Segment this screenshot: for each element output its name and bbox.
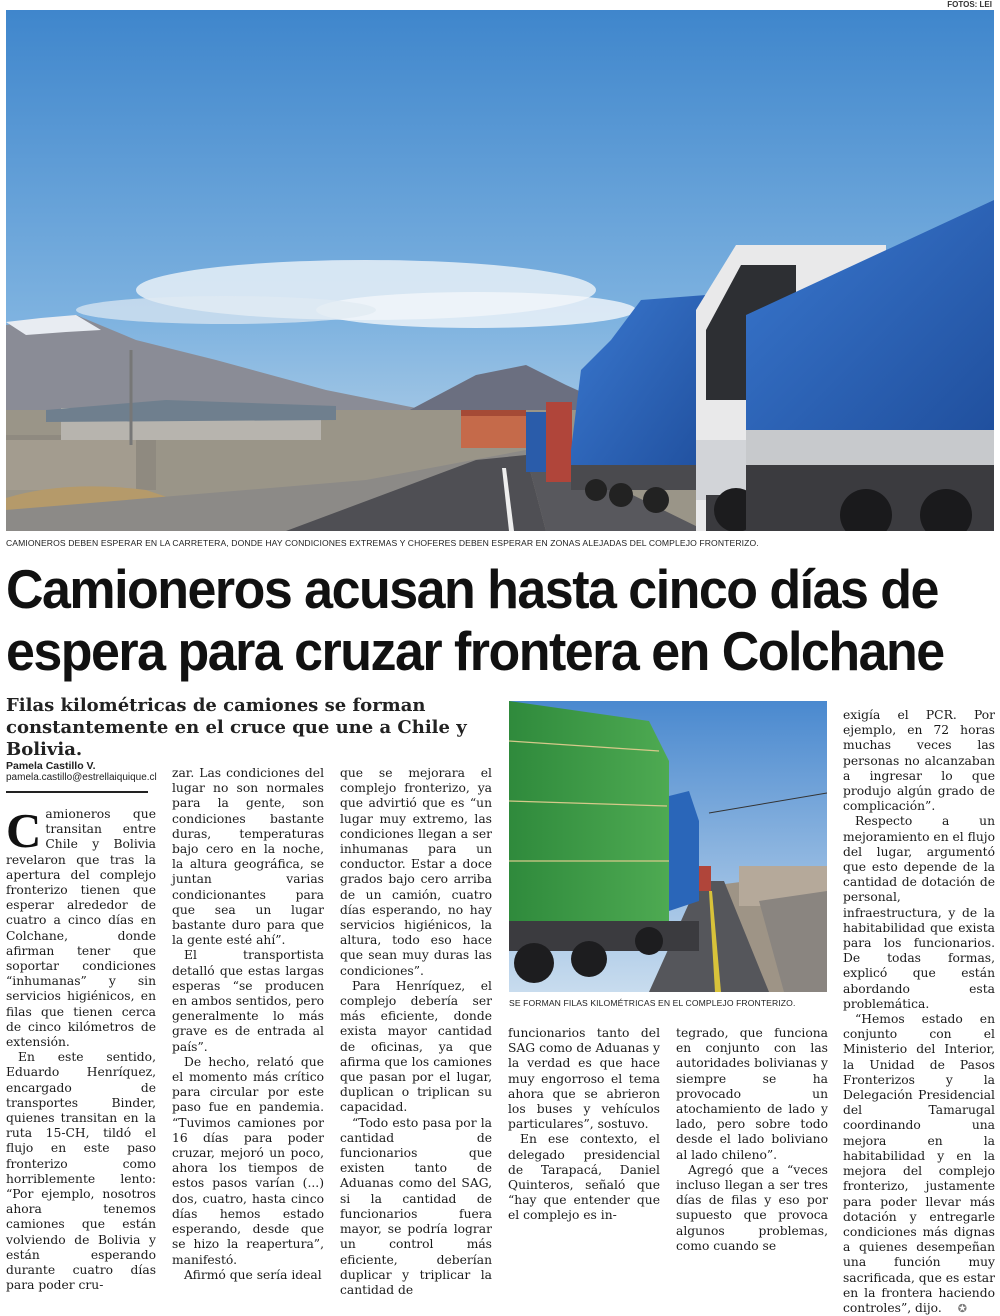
green-truck-line-photo (509, 701, 827, 992)
paragraph: Para Henríquez, el complejo debería ser más eficiente, donde exista mayor cantidad de oficinas, ya que afirma que los camiones que pasan por el lugar, duplican o triplican su capacidad. (340, 978, 492, 1115)
headline-line-1: Camioneros acusan hasta cinco días de (6, 558, 938, 620)
paragraph: En este sentido, Eduardo Henríquez, encargado de transportes Binder, quienes transitan en la ruta 15-CH, tildó el flujo en este paso fronterizo como horriblemente lento: “Por ejemplo, nosotros ahora tenemos camiones que están volviendo de Bolivia y están esperando durante cuatro días para poder cru- (6, 1050, 156, 1293)
main-photo-caption: CAMIONEROS DEBEN ESPERAR EN LA CARRETERA, DONDE HAY CONDICIONES EXTREMAS Y CHOFERES DEBEN ESPERAR EN ZONAS ALEJADAS DEL COMPLEJO FRONTERIZO. (6, 538, 759, 548)
headline-line-2: espera para cruzar frontera en Colchane (6, 620, 944, 682)
body-column-3 (340, 766, 492, 1298)
second-photo (509, 701, 827, 992)
paragraph: exigía el PCR. Por ejemplo, en 72 horas muchas veces las personas no alcanzaban a ingresar lo que produjo algún grado de complicación”. (843, 708, 995, 814)
paragraph: Afirmó que sería ideal (184, 1267, 322, 1282)
paragraph: Respecto a un mejoramiento en el flujo del lugar, argumentó que esto depende de la cantidad de dotación de personal, infraestructura, y de la habitabilidad que exista para los funcionarios. De todas formas, explicó que están abordando esta problemática. (843, 814, 995, 1011)
paragraph: De hecho, relató que el momento más crítico para circular por este paso fue en pandemia. “Tuvimos camiones por 16 días para poder cruzar, mejoró un poco, ahora los tiempos de estos pasos varían (...) dos, cuatro, hasta cinco días hemos estado esperando, desde que se hizo la reapertura”, manifestó. (172, 1054, 324, 1267)
drop-cap: C (6, 803, 42, 858)
byline-email: pamela.castillo@estrellaiquique.cl (6, 772, 157, 783)
main-photo (6, 10, 994, 531)
body-column-6 (843, 708, 995, 1316)
truck-convoy-photo (6, 10, 994, 531)
photo-credit: FOTOS: LEI (947, 0, 992, 9)
byline-rule (6, 791, 148, 793)
paragraph: funcionarios tanto del SAG como de Aduanas y la verdad es que hace muy engorroso el tema ahora que se abrieron los buses y vehículos particulares”, sostuvo. (508, 1026, 660, 1132)
paragraph: zar. Las condiciones del lugar no son normales para la gente, son condiciones bastante duras, temperaturas bajo cero en la noche, la altura geográfica, se juntan varias condicionantes para que sea un lugar bastante duro para que la gente esté ahí”. (172, 766, 324, 948)
second-photo-caption: SE FORMAN FILAS KILOMÉTRICAS EN EL COMPLEJO FRONTERIZO. (509, 998, 796, 1008)
body-column-2 (172, 766, 324, 1283)
body-column-5 (676, 1026, 828, 1254)
headline (6, 558, 942, 682)
paragraph: El transportista detalló que estas largas esperas “se producen en ambos sentidos, pero generalmente lo más grave es de entrada al país”. (172, 948, 324, 1054)
paragraph: Agregó que a “veces incluso llegan a ser tres días de filas y eso por supuesto que provoca algunos problemas, como cuando se (676, 1162, 828, 1253)
paragraph-text: amioneros que transitan entre Chile y Bolivia revelaron que tras la apertura del complejo fronterizo tienen que esperar alrededor de cuatro a cinco días en Colchane, donde afirman tener que soportar condiciones “inhumanas” y sin servicios higiénicos, en filas que tienen cerca de cinco kilómetros de extensión. (6, 807, 156, 1050)
paragraph: que se mejorara el complejo fronterizo, ya que advirtió que es “un lugar muy extremo, las condiciones llegan a ser inhumanas para un conductor. Estar a doce grados bajo cero arriba de un camión, cuatro días esperando, no hay servicios higiénicos, la altura, todo eso hace que sean muy duras las condiciones”. (340, 766, 492, 978)
paragraph: En ese contexto, el delegado presidencial de Tarapacá, Daniel Quinteros, señaló que “hay que entender que el complejo es in- (508, 1132, 660, 1223)
paragraph (6, 803, 156, 1050)
paragraph: “Todo esto pasa por la cantidad de funcionarios que existen tanto de Aduanas como del SAG, si la cantidad de funcionarios fuera mayor, se podría lograr un control más eficiente, deberían duplicar y triplicar la cantidad de (340, 1115, 492, 1297)
body-column-4 (508, 1026, 660, 1224)
end-mark-icon: ✪ (957, 1301, 967, 1315)
deck: Filas kilométricas de camiones se forman constantemente en el cruce que une a Chile y Bolivia. (6, 695, 467, 760)
body-column-1 (6, 803, 156, 1294)
byline-author: Pamela Castillo V. (6, 760, 96, 772)
paragraph: tegrado, que funciona en conjunto con las autoridades bolivianas y siempre se ha provocado un atochamiento de lado y lado, pero sobre todo desde el lado boliviano al lado chileno”. (676, 1026, 828, 1162)
paragraph (843, 1012, 995, 1316)
paragraph-text: “Hemos estado en conjunto con el Ministerio del Interior, la Unidad de Pasos Fronterizos y la Delegación Presidencial del Tamarugal coordinando una mejora en la habitabilidad y en la mejora del complejo fronterizo, justamente para poder llevar más dotación y entregarle condiciones más dignas a quienes desempeñan una función muy sacrificada, que es estar en la frontera haciendo controles”, dijo. (843, 1012, 995, 1315)
